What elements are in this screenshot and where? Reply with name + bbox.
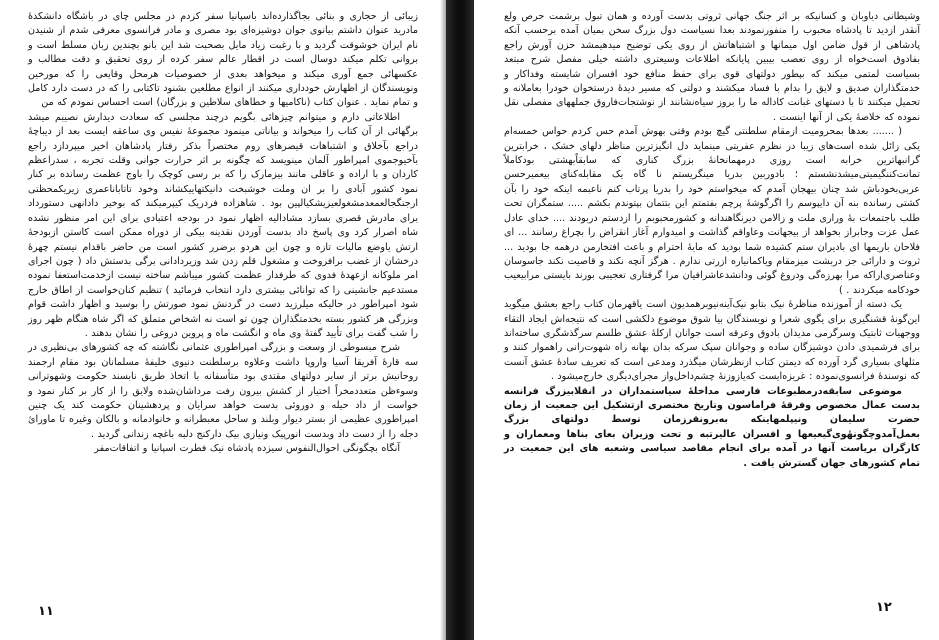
book-gutter — [446, 0, 474, 640]
paragraph: ( ....... بعدها بمحرومیت ازمقام سلطنتی گیچ بودم وقتی بهوش آمدم حس کردم حواس خمسه‌ام یکی زائل شده است‌های زیبا در نظرم عفریتی مینماید دل انگیزترین مناظر دلهای خشک ، خرابترین گرانبهاترین خرابه است روزی درمهمانخانهٔ بزرگ کناری که سابقاًبهشتی بودکاملاً تمانت‌کننگیمیتی‌میشدنشستم ؛ بادوربین بدریا مینگریستم نا گاه یک مقابله‌کنای بیعمیرحسن عربی‌بخودباش شد چنان بیهجان آمدم که میخواستم خود را بدریا پرتاب کنم ناعبمه اینکه خود را بآن کشتی رسانده بنه آن دایپوسم را اگرگوشهٔ پرچم بفتمتم این بتتمان بپتوندم بکشم ..... ستمگران‌ تحت طلب باجتمعات بهٔ وراری ملت و زالامن دیرنگاهندانه و کشورمحبوبم را ازدستم دربودند .... خدای عادل عمل عزت وجابراز بخواهد از بیجهانت وعاواقم گذاشت و امیدوارم آغاز انقراض را بچراغ رسانند ... ای فلاحان باریمها ای بادیران ستم کشیده شما بودید که مایهٔ احترام و باعث افتخارمن درهمه جا بودید ... ثروت و دارائی جز دربشت میزمقام ویاکمانیاره ازرتی ندارم . هرگز آنچه نکند و قاصیت نکند جاسوسان وعناصری‌اراکه مرا بهرزه‌گی ودروغ گوئی ودانشدعاشرافیان مرا گرفتاری تعجیبی بورند بایستی مرابیعیب خودکامه میکردند . ) — [504, 126, 920, 296]
paragraph: شرح مبسوطی از وسعت و بزرگی امپراطوری عثمانی نگاشته که چه کشورهای بی‌نظیری در سه قارهٔ آفریقا آسیا واروپا داشت وعلاوه برسلطنت دنیوی خلیفهٔ مسلمانان بود مقام ارجمند روحانیش برتر از سایر دولتهای مقتدی بود متأسفانه با اتخاذ طریق نابسند حکومت وشهوترانی وسوءظن متعددمخراً اختیار از کشش بیرون رفت مرداشان‌شده ولایق را از کار بر کنار نمود و خواست از داد حیله و دوروئی بدست خواهد سرایان و پردهشینان حکومت کند یک چنین امپراطوری عظیمی از بستر دیوار وبلند و ساحل معبطرانه و خانوادمانه و بالکان وغیره تا ماورائ دجله را از دست داد وبدست انورپیک ونیازی بیک دارکنج دلبه باغچه زندانی گردید . — [28, 342, 418, 440]
left-page-text — [28, 10, 418, 457]
paragraph: زیبائی از حجاری و بنائی بجاگذارده‌اند باسپانیا سفر کردم در مجلس چای در باشگاه دانشکدهٔ مادرید عنوان داشتم بیانوی جوان دوشیزه‌ای بود مصری و مادر فرانسوی معرفی شدم از شنیدن نام ایران خوشوقت گردید و با رغبت زیاد مایل بصحبت شد این بانو بچندین زبان مسلط است و بروانی تکلم میکند دوسال است در اقطار عالم سفر کرده از روی تحقیق و دقت مطالب و عکسهائی جمع آوری میکند و میخواهد بعدی از خصوصیات هرمحل وقایعی را که مورخین ونویسندگان از اظهارش خودداری میکنند از انواع مطلعین بشنود تاکتابی را که در دست دارد کامل و تمام نماید . عنوان کتاب (ناکامیها و خطاهای سلاطین و بزرگان) است احساس نمودم که من — [28, 11, 418, 109]
paragraph: موضوعی سابقه‌درمطبوعات فارسی مداخلهٔ سیاستمداران در انقلابیزرگ فرانسه بدست عمال مخصوص وفرقهٔ فراماسون وتاریخ مختصری ازتشکیل این جمعیت از زمان حضرت سلیمان ونیپلمهاینکه به‌برونقرزمان توسط دولتهای بزرگ بعمل‌آمدوچگونهٔوی‌گیعیعها و افسران عالیرتبه و تحت وزیران بعای بناها ومعماران و کارگران بریاست آنها در آمده برای انجام مقاصد سیاسی وشعبه های این جمعیت در تمام کشورهای جهان گسترش یافت . — [504, 385, 920, 469]
right-page-text — [504, 10, 920, 471]
right-page — [474, 0, 939, 640]
paragraph: وشیطانی دیاوبان و کسانیکه بر اثر جنگ جهانی ثروتی بدست آورده و همان تبول برشمت حرص ولع آنقدر ازدید تا پادشاه محبوب را منفورنمودند بعدا نسیاست دول بزرگ سخن بمیان آمده برحسب آنکه پادشاهی از قول ضامن اول میمانها و اشتباهاتش از روی یکی توضیح میدهیمشد حزن آورش راجع بفادوق است‌خواه از روی تعصب بیبین پایانکه اطلاعات وسیعتری داشته خیلی مفصل شرح مبتعد بسیاست لمتمی میکند که بپطور دولتهای قوی برای حفظ منافع خود افسران شایسته وفداکار و خدمتگذاران صدیق و لایق را بدام با فساد میکشند و دولتی که مسیر دیدهٔ درستخوان خودرا بعاملانه و تحمیل میکنند تا با دستهای غبانت کاداله ما را بروز سیاه‌نشانند از نوشتجات‌فاروق جملههای مفصلی نقل نموده که خلاصهٔ یکی از آنها اینست . — [504, 11, 920, 123]
paragraph: یک دسته‌ از آموزنده مناظرهٔ نیک بتابو نیک‌آینه‌نیوبرهمدیون است یاقهرمان کتاب راجع بعشق میگوید این‌گونهٔ قشنگیری برای یگوی شعرا و نویسندگان بیا شوق موضوع دلکشی است که نتیجه‌اش ایجاد التقاء ووجهیات ثابتیک وسرگرمی مدیدان بادوق وعرقه است جوانان ازکلهٔ عشق طلسم سرگذشگری ساخته‌اند برای فرشمیدی دادن دوشیزگان ساده و وجوانان سپک سرکه بدان بهانه راه شهوت‌رانی راهموار کنند و مثلهای بسیاری گرد آورده که دیمتن کتاب ازنظرشان میگذرد ومدعی است که تعریف سادهٔ عشق آنست که نوسندهٔ فرانسوی‌نموده : غریزه‌ایست که‌یازوزنهٔ چشم‌داخل‌واز‌ مجرای‌دیگری خارج‌میشود . — [504, 299, 920, 383]
left-page — [0, 0, 446, 640]
paragraph: اطلاعاتی دارم و میتوانم چیزهائی بگویم درچند مجلسی که سعادت دیدارش نصیبم میشد برگهائی از آن کتاب را میخواند و بیاناتی مینمود مجموعهٔ نفیس وی ساعقه ایست بعد از دیباچهٔ دراجع بآخلاق و اشتباهات قیصرهای روم مختصراً بذکر رفتار پادشاهان اخیر میپردازد راجع بآخیوجموی امپراطور آلمان مینویسد که چگونه بر اثر حرارت جوانی وقلت تجربه ، سدراعظم کاردان و با اراده و عاقلی مانند بیزمارک را که بر رسی کوچک را باوج عظمت رسانده بر کنار نمود کشور آبادی را بر ان وملت خوشبخت دانیکتهاییکشاند وخود تاتاباناعمری زیریکمحظتی ارجنگجالعمعدمشغولعیزیشکیالپین بود . شاهزاده فردریک کیپرمیکند که بوخیر دادانهی دستورداد برای مادرش قصری بسازد مشادالیه اظهار نمود در بودجه اعتبادی برای این امر منظور نشده شاه اصرار کرد وی پاسخ داد بدست آوردن نقدینه بیکی از دوراه ممکن است کاستن ازبودجهٔ ارتش یاوضع مالیات تازه و چون این هردو برضرر کشور است من حاضر باقدام نیستم چهرهٔ درخشان از غضب برافروخت و مشغول قلم زدن شد وزیردادانی برگی بدستش داد ( چون اجرای امر ملوکانه ازعهدهٔ فدوی که طرفدار عظمت کشور میباشم ساخته نیست ازخدمت‌استعفا نموده مستدعیم جانشینی را که توانائی بیشتری دارد انتخاب فرمائید ) تنظیم کنان‌خواست از اطاق خارج شود امپراطور در حالیکه میلرزید دست در گردنش نمود صورتش را بوسید و اظهار داشت قوام وبزرگی هر کشور بسته بخدمتگذاران چون تو است نه اشخاص متملق که اگر شاه هنگام ظهر روز را شب گفت برای تأیید گفتهٔ وی ماه و انگشت ماه و پروین دروغی را نشان بدهند . — [28, 111, 418, 339]
page-number: ۱۲ — [876, 600, 892, 615]
paragraph: آنگاه بچگونگی احوال‌النفوس سیزده پادشاه نیک فطرت اسپانیا و اتفاقات‌مفر — [94, 443, 400, 455]
page-number: ۱۱ — [38, 604, 54, 619]
